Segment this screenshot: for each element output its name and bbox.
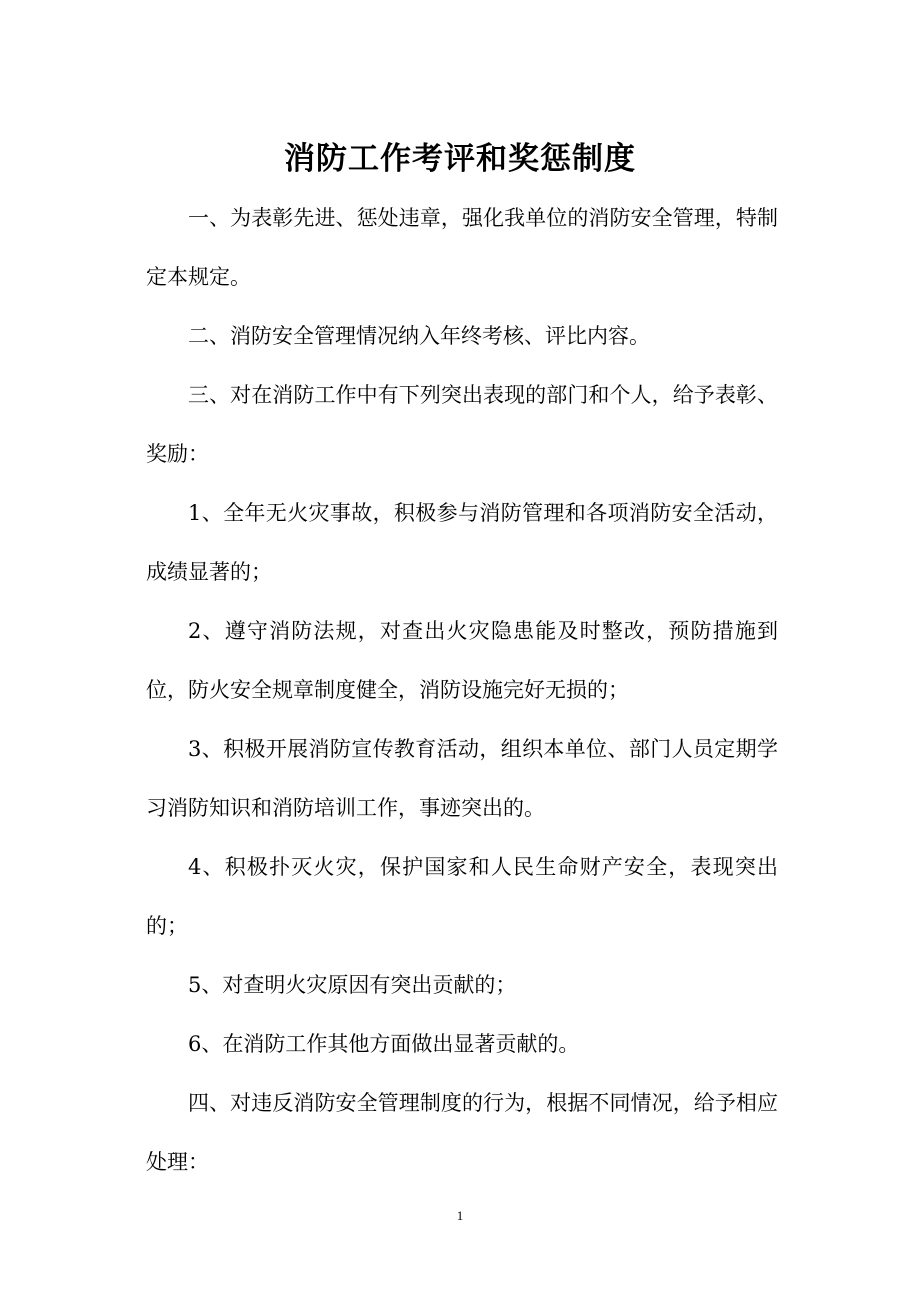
list-item-2: 2、遵守消防法规，对查出火灾隐患能及时整改，预防措施到位，防火安全规章制度健全，消防设施完好无损的； (146, 619, 778, 702)
list-item-4: 4、积极扑灭火灾，保护国家和人民生命财产安全，表现突出的； (146, 855, 778, 938)
list-item-6: 6、在消防工作其他方面做出显著贡献的。 (188, 1032, 580, 1056)
paragraph-2: 二、消防安全管理情况纳入年终考核、评比内容。 (188, 324, 650, 348)
paragraph-4: 四、对违反消防安全管理制度的行为，根据不同情况，给予相应处理： (146, 1091, 778, 1174)
document-title: 消防工作考评和奖惩制度 (284, 140, 636, 177)
paragraph-1: 一、为表彰先进、惩处违章，强化我单位的消防安全管理，特制定本规定。 (146, 206, 778, 289)
document-body (146, 189, 778, 1192)
list-item-5: 5、对查明火灾原因有突出贡献的； (188, 973, 517, 997)
list-item-3: 3、积极开展消防宣传教育活动，组织本单位、部门人员定期学习消防知识和消防培训工作，事迹突出的。 (146, 737, 778, 820)
paragraph-3: 三、对在消防工作中有下列突出表现的部门和个人，给予表彰、奖励： (146, 383, 778, 466)
page-number: 1 (456, 1208, 464, 1223)
list-item-1: 1、全年无火灾事故，积极参与消防管理和各项消防安全活动，成绩显著的； (146, 501, 778, 584)
